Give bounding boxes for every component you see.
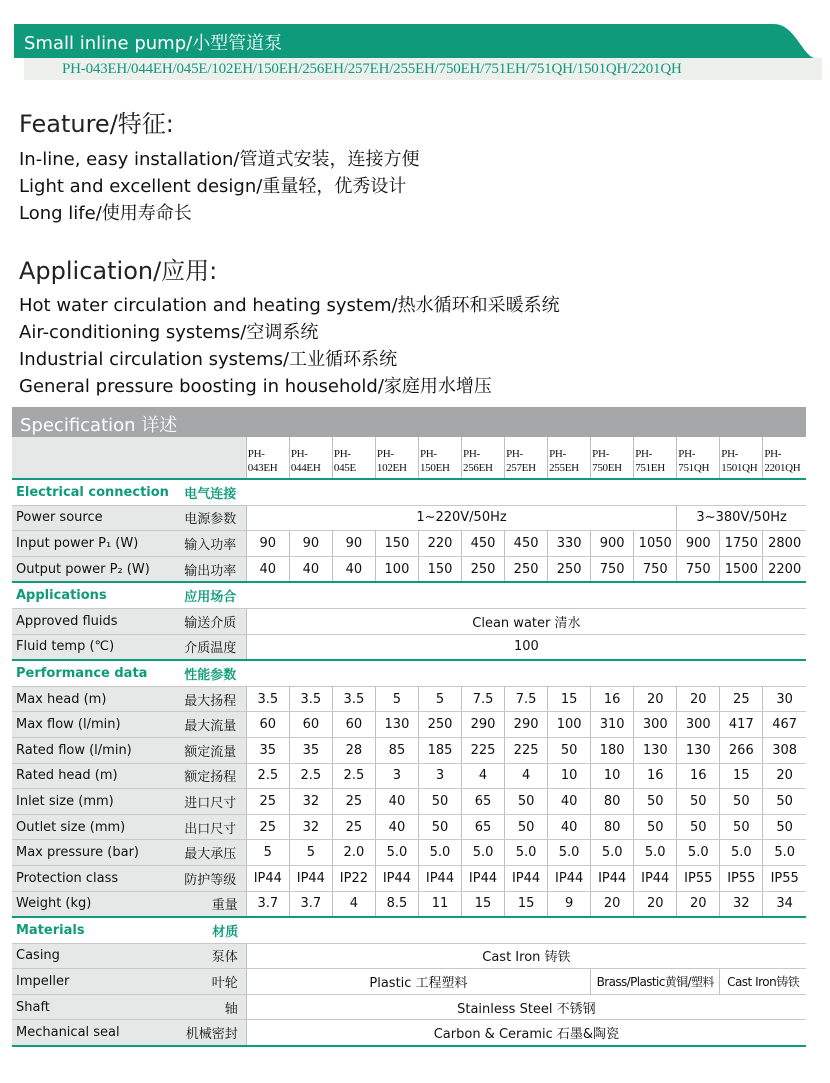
- table-cell: 65: [462, 814, 505, 840]
- table-cell: 250: [548, 556, 591, 582]
- table-cell: 5.0: [505, 840, 548, 866]
- table-cell: 5.0: [677, 840, 720, 866]
- table-cell: 50: [677, 814, 720, 840]
- table-cell: 2800: [763, 531, 806, 557]
- table-cell: 225: [505, 737, 548, 763]
- application-item: Air-conditioning systems/空调系统: [19, 322, 319, 343]
- row-label: Rated flow (l/min): [12, 737, 170, 763]
- table-cell: 2.0: [332, 840, 375, 866]
- table-cell: 32: [289, 789, 332, 815]
- section-row-electrical: [12, 479, 806, 505]
- table-row-approved-fluids: [12, 608, 806, 634]
- table-cell: 40: [548, 789, 591, 815]
- table-cell: IP22: [332, 865, 375, 891]
- table-cell: 25: [332, 814, 375, 840]
- table-cell: 60: [246, 712, 289, 738]
- table-cell: 40: [375, 789, 418, 815]
- table-cell: 450: [505, 531, 548, 557]
- banner-curve: [754, 24, 814, 58]
- product-title: Small inline pump/小型管道泵: [24, 33, 283, 54]
- table-cell: 3.7: [289, 891, 332, 917]
- table-cell: 34: [763, 891, 806, 917]
- table-cell: 20: [677, 891, 720, 917]
- row-label-zh: 输出功率: [170, 556, 246, 582]
- table-cell: 50: [720, 789, 763, 815]
- table-cell: 250: [505, 556, 548, 582]
- row-label-zh: 输送介质: [170, 608, 246, 634]
- table-cell: 750: [591, 556, 634, 582]
- row-label-zh: 额定扬程: [170, 763, 246, 789]
- table-cell: IP44: [418, 865, 461, 891]
- feature-item: In-line, easy installation/管道式安装，连接方便: [19, 149, 420, 170]
- table-cell: 1050: [634, 531, 677, 557]
- table-cell: 20: [634, 686, 677, 712]
- table-cell: 16: [634, 763, 677, 789]
- table-cell: IP44: [634, 865, 677, 891]
- table-cell: 80: [591, 789, 634, 815]
- model-header-row: [12, 437, 806, 479]
- table-cell: 50: [418, 789, 461, 815]
- row-label-zh: 介质温度: [170, 634, 246, 660]
- table-cell: 308: [763, 737, 806, 763]
- row-label: Weight (kg): [12, 891, 170, 917]
- row-label-zh: 额定流量: [170, 737, 246, 763]
- title-banner: [14, 24, 822, 82]
- table-cell: 5: [289, 840, 332, 866]
- table-cell: 50: [548, 737, 591, 763]
- application-item: General pressure boosting in household/家庭用水增压: [19, 376, 492, 397]
- table-cell: 225: [462, 737, 505, 763]
- table-cell: 40: [332, 556, 375, 582]
- table-cell: 2.5: [289, 763, 332, 789]
- table-cell: 50: [418, 814, 461, 840]
- row-label-zh: 出口尺寸: [170, 814, 246, 840]
- table-row-seal: [12, 1020, 806, 1046]
- model-header-cell: PH- 751EH: [634, 437, 677, 479]
- row-label-zh: 泵体: [170, 943, 246, 969]
- table-cell: 50: [634, 789, 677, 815]
- model-header-cell: PH- 2201QH: [763, 437, 806, 479]
- row-label-zh: 防护等级: [170, 865, 246, 891]
- table-cell: 5.0: [462, 840, 505, 866]
- table-row-perf: [12, 840, 806, 866]
- section-label: Performance data: [12, 660, 170, 686]
- table-cell: IP44: [246, 865, 289, 891]
- table-cell: 25: [720, 686, 763, 712]
- model-header-cell: PH- 750EH: [591, 437, 634, 479]
- feature-item: Long life/使用寿命长: [19, 203, 192, 224]
- table-cell: 60: [332, 712, 375, 738]
- section-row-materials: [12, 917, 806, 943]
- section-row-applications: [12, 582, 806, 608]
- table-cell: 16: [591, 686, 634, 712]
- table-cell: IP55: [720, 865, 763, 891]
- table-cell: 417: [720, 712, 763, 738]
- table-cell: 7.5: [505, 686, 548, 712]
- table-cell: 450: [462, 531, 505, 557]
- table-cell: 7.5: [462, 686, 505, 712]
- table-cell: 266: [720, 737, 763, 763]
- model-header-cell: PH- 150EH: [418, 437, 461, 479]
- shaft-value: Stainless Steel 不锈钢: [246, 994, 806, 1020]
- table-cell: 250: [418, 712, 461, 738]
- table-cell: 40: [246, 556, 289, 582]
- table-cell: 3: [418, 763, 461, 789]
- table-cell: 5.0: [548, 840, 591, 866]
- table-row-output-power: [12, 556, 806, 582]
- table-cell: 130: [677, 737, 720, 763]
- section-row-performance: [12, 660, 806, 686]
- table-row-perf: [12, 789, 806, 815]
- row-label: Approved fluids: [12, 608, 170, 634]
- table-cell: 50: [720, 814, 763, 840]
- table-cell: IP44: [548, 865, 591, 891]
- table-row-impeller: [12, 969, 806, 995]
- table-cell: 90: [246, 531, 289, 557]
- model-header-cell: PH- 044EH: [289, 437, 332, 479]
- impeller-plastic: Plastic 工程塑料: [246, 969, 590, 995]
- row-label: Rated head (m): [12, 763, 170, 789]
- table-cell: 3.5: [289, 686, 332, 712]
- table-cell: IP44: [375, 865, 418, 891]
- row-label: Casing: [12, 943, 170, 969]
- table-row-perf: [12, 891, 806, 917]
- specification-header: [12, 407, 806, 437]
- table-cell: 8.5: [375, 891, 418, 917]
- model-list: PH-043EH/044EH/045E/102EH/150EH/256EH/257EH/255EH/750EH/751EH/751QH/1501QH/2201QH: [62, 61, 682, 77]
- table-cell: 16: [677, 763, 720, 789]
- table-row-perf: [12, 737, 806, 763]
- table-cell: 150: [418, 556, 461, 582]
- table-cell: 9: [548, 891, 591, 917]
- table-cell: 60: [289, 712, 332, 738]
- table-cell: 5: [246, 840, 289, 866]
- row-label-zh: 最大承压: [170, 840, 246, 866]
- row-label: Input power P₁ (W): [12, 531, 170, 557]
- table-cell: 15: [462, 891, 505, 917]
- row-label: Inlet size (mm): [12, 789, 170, 815]
- application-heading: Application/应用:: [19, 257, 218, 285]
- table-cell: 20: [634, 891, 677, 917]
- table-row-perf: [12, 686, 806, 712]
- table-cell: 35: [246, 737, 289, 763]
- table-cell: 35: [289, 737, 332, 763]
- row-label-zh: 最大扬程: [170, 686, 246, 712]
- table-cell: 3.5: [332, 686, 375, 712]
- row-label: Output power P₂ (W): [12, 556, 170, 582]
- table-cell: 310: [591, 712, 634, 738]
- row-label: Max flow (l/min): [12, 712, 170, 738]
- table-cell: 30: [763, 686, 806, 712]
- application-item: Industrial circulation systems/工业循环系统: [19, 349, 398, 370]
- section-label-zh: 电气连接: [170, 479, 246, 505]
- table-cell: 3.5: [246, 686, 289, 712]
- table-cell: 50: [505, 814, 548, 840]
- table-cell: 5: [375, 686, 418, 712]
- header-blank: [170, 437, 246, 479]
- power-three-phase: 3~380V/50Hz: [677, 505, 806, 531]
- row-label: Impeller: [12, 969, 170, 995]
- table-cell: 20: [677, 686, 720, 712]
- table-row-power-source: [12, 505, 806, 531]
- row-label: Power source: [12, 505, 170, 531]
- table-cell: 25: [332, 789, 375, 815]
- table-cell: 90: [332, 531, 375, 557]
- table-row-casing: [12, 943, 806, 969]
- table-cell: 20: [591, 891, 634, 917]
- power-single-phase: 1~220V/50Hz: [246, 505, 676, 531]
- table-cell: 2200: [763, 556, 806, 582]
- fluid-temp-value: 100: [246, 634, 806, 660]
- table-cell: 40: [375, 814, 418, 840]
- row-label-zh: 机械密封: [170, 1020, 246, 1046]
- table-cell: 2.5: [332, 763, 375, 789]
- row-label: Max head (m): [12, 686, 170, 712]
- table-cell: 750: [677, 556, 720, 582]
- model-header-cell: PH- 255EH: [548, 437, 591, 479]
- model-header-cell: PH- 256EH: [462, 437, 505, 479]
- table-cell: 10: [591, 763, 634, 789]
- table-cell: 90: [289, 531, 332, 557]
- table-cell: 130: [375, 712, 418, 738]
- table-cell: 15: [505, 891, 548, 917]
- table-cell: 300: [634, 712, 677, 738]
- table-cell: 50: [634, 814, 677, 840]
- table-cell: 40: [548, 814, 591, 840]
- table-cell: 5.0: [591, 840, 634, 866]
- table-cell: IP44: [591, 865, 634, 891]
- feature-item: Light and excellent design/重量轻，优秀设计: [19, 176, 407, 197]
- table-cell: 25: [246, 814, 289, 840]
- table-cell: 330: [548, 531, 591, 557]
- table-cell: 28: [332, 737, 375, 763]
- model-header-cell: PH- 257EH: [505, 437, 548, 479]
- table-cell: 10: [548, 763, 591, 789]
- table-cell: 100: [548, 712, 591, 738]
- casing-value: Cast Iron 铸铁: [246, 943, 806, 969]
- row-label: Mechanical seal: [12, 1020, 170, 1046]
- seal-value: Carbon & Ceramic 石墨&陶瓷: [246, 1020, 806, 1046]
- table-row-perf: [12, 763, 806, 789]
- application-item: Hot water circulation and heating system/热水循环和采暖系统: [19, 295, 560, 316]
- table-cell: 5.0: [763, 840, 806, 866]
- model-header-cell: PH- 102EH: [375, 437, 418, 479]
- row-label-zh: 重量: [170, 891, 246, 917]
- table-cell: 1500: [720, 556, 763, 582]
- feature-heading: Feature/特征:: [19, 110, 174, 138]
- row-label-zh: 最大流量: [170, 712, 246, 738]
- table-cell: 20: [763, 763, 806, 789]
- row-label-zh: 电源参数: [170, 505, 246, 531]
- model-header-cell: PH- 045E: [332, 437, 375, 479]
- table-row-perf: [12, 712, 806, 738]
- table-cell: 32: [289, 814, 332, 840]
- table-cell: 750: [634, 556, 677, 582]
- row-label-zh: 进口尺寸: [170, 789, 246, 815]
- table-cell: 25: [246, 789, 289, 815]
- table-cell: 50: [763, 814, 806, 840]
- table-cell: 900: [591, 531, 634, 557]
- table-cell: 50: [505, 789, 548, 815]
- table-cell: 80: [591, 814, 634, 840]
- table-row-input-power: [12, 531, 806, 557]
- row-label-zh: 输入功率: [170, 531, 246, 557]
- table-cell: 5.0: [375, 840, 418, 866]
- table-cell: 4: [505, 763, 548, 789]
- table-row-shaft: [12, 994, 806, 1020]
- table-cell: 5.0: [720, 840, 763, 866]
- table-cell: 290: [462, 712, 505, 738]
- table-cell: 5.0: [418, 840, 461, 866]
- row-label-zh: 轴: [170, 994, 246, 1020]
- section-label: Electrical connection: [12, 479, 170, 505]
- table-cell: 5.0: [634, 840, 677, 866]
- table-cell: 220: [418, 531, 461, 557]
- table-cell: 65: [462, 789, 505, 815]
- row-label: Protection class: [12, 865, 170, 891]
- table-cell: 4: [332, 891, 375, 917]
- table-cell: 290: [505, 712, 548, 738]
- table-row-perf: [12, 814, 806, 840]
- model-header-cell: PH- 043EH: [246, 437, 289, 479]
- table-cell: IP44: [289, 865, 332, 891]
- approved-fluids-value: Clean water 清水: [246, 608, 806, 634]
- table-cell: 15: [720, 763, 763, 789]
- header-blank: [12, 437, 170, 479]
- table-cell: 3.7: [246, 891, 289, 917]
- model-header-cell: PH- 751QH: [677, 437, 720, 479]
- table-cell: 467: [763, 712, 806, 738]
- table-cell: 3: [375, 763, 418, 789]
- table-cell: IP44: [462, 865, 505, 891]
- impeller-brass: Brass/Plastic黄铜/塑料: [591, 969, 720, 995]
- table-cell: 40: [289, 556, 332, 582]
- table-cell: IP55: [677, 865, 720, 891]
- table-cell: 130: [634, 737, 677, 763]
- table-row-perf: [12, 865, 806, 891]
- table-cell: 300: [677, 712, 720, 738]
- row-label-zh: 叶轮: [170, 969, 246, 995]
- section-label: Applications: [12, 582, 170, 608]
- table-cell: 2.5: [246, 763, 289, 789]
- table-row-fluid-temp: [12, 634, 806, 660]
- section-label-zh: 应用场合: [170, 582, 246, 608]
- section-label-zh: 材质: [170, 917, 246, 943]
- impeller-cast-iron: Cast Iron铸铁: [720, 969, 806, 995]
- specification-table: [12, 437, 806, 1047]
- model-header-cell: PH- 1501QH: [720, 437, 763, 479]
- table-cell: IP55: [763, 865, 806, 891]
- row-label: Shaft: [12, 994, 170, 1020]
- table-cell: 50: [763, 789, 806, 815]
- table-cell: 250: [462, 556, 505, 582]
- table-cell: 185: [418, 737, 461, 763]
- table-cell: 11: [418, 891, 461, 917]
- section-label: Materials: [12, 917, 170, 943]
- table-cell: 85: [375, 737, 418, 763]
- table-cell: 50: [677, 789, 720, 815]
- table-cell: 900: [677, 531, 720, 557]
- table-cell: 15: [548, 686, 591, 712]
- table-cell: 100: [375, 556, 418, 582]
- row-label: Fluid temp (℃): [12, 634, 170, 660]
- specification-title: Specification 详述: [20, 415, 178, 436]
- table-cell: 180: [591, 737, 634, 763]
- table-cell: 4: [462, 763, 505, 789]
- table-cell: 5: [418, 686, 461, 712]
- table-cell: 1750: [720, 531, 763, 557]
- row-label: Outlet size (mm): [12, 814, 170, 840]
- table-cell: 150: [375, 531, 418, 557]
- table-cell: IP44: [505, 865, 548, 891]
- table-cell: 32: [720, 891, 763, 917]
- row-label: Max pressure (bar): [12, 840, 170, 866]
- section-label-zh: 性能参数: [170, 660, 246, 686]
